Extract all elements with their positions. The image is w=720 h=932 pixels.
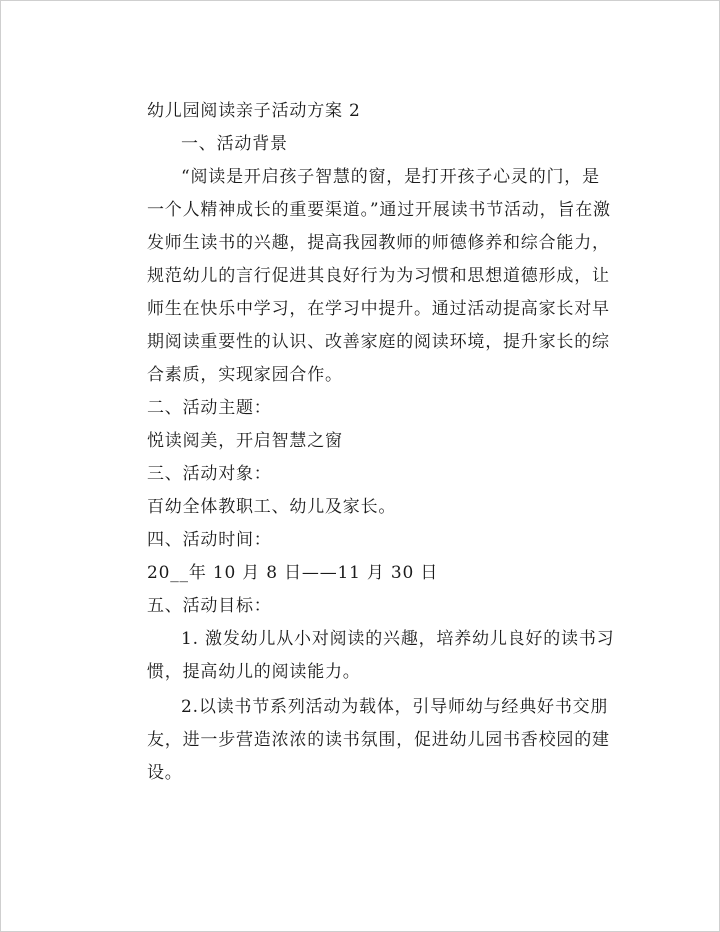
section-heading-target: 三、活动对象： xyxy=(147,464,272,484)
target-text: 百幼全体教职工、幼儿及家长。 xyxy=(147,497,397,517)
goal-item-2: 2.以读书节系列活动为载体，引导师幼与经典好书交朋友，进一步营造浓浓的读书氛围，促进幼儿园书香校园的建设。 xyxy=(147,697,610,783)
section-heading-goals: 五、活动目标： xyxy=(147,596,272,616)
time-text: 20__年 10 月 8 日——11 月 30 日 xyxy=(147,563,439,583)
section-heading-background: 一、活动背景 xyxy=(181,134,288,154)
background-paragraph: “阅读是开启孩子智慧的窗，是打开孩子心灵的门，是一个人精神成长的重要渠道。”通过开展读书节活动，旨在激发师生读书的兴趣，提高我园教师的师德修养和综合能力，规范幼儿的言行促进其良好行为为习惯和思想道德形成，让师生在快乐中学习，在学习中提升。通过活动提高家长对早期阅读重要性的认识、改善家庭的阅读环境，提升家长的综合素质，实现家园合作。 xyxy=(147,167,611,385)
document-body xyxy=(147,95,617,790)
theme-text: 悦读阅美，开启智慧之窗 xyxy=(147,431,343,451)
section-heading-time: 四、活动时间： xyxy=(147,530,272,550)
goal-item-1: 1. 激发幼儿从小对阅读的兴趣，培养幼儿良好的读书习惯，提高幼儿的阅读能力。 xyxy=(147,629,615,682)
section-heading-theme: 二、活动主题： xyxy=(147,398,272,418)
document-title: 幼儿园阅读亲子活动方案 2 xyxy=(147,101,361,121)
